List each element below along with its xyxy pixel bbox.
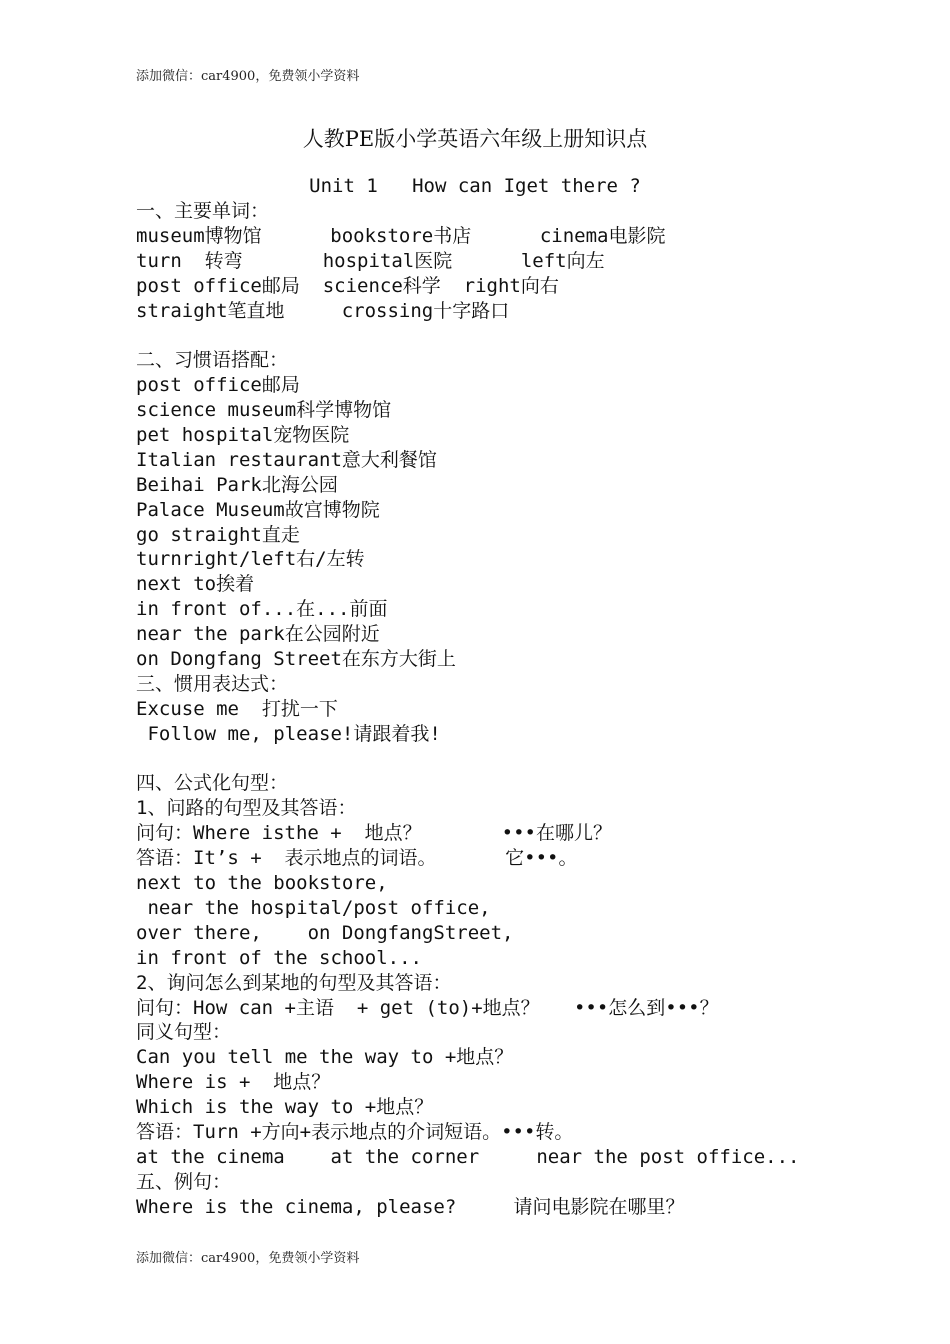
text-line: go straight直走	[136, 523, 300, 546]
text-line: Beihai Park北海公园	[136, 473, 338, 496]
text-line: 1、问路的句型及其答语：	[136, 797, 357, 820]
text-line: Follow me, please!请跟着我!	[136, 722, 441, 745]
text-line: next to the bookstore,	[136, 872, 388, 895]
text-line: next to挨着	[136, 573, 255, 596]
text-line: post office邮局	[136, 374, 300, 397]
page-header: 添加微信：car4900，免费领小学资料	[136, 69, 360, 84]
text-line	[136, 747, 916, 772]
text-line: 二、习惯语搭配：	[136, 349, 289, 372]
text-line: 2、询问怎么到某地的句型及其答语：	[136, 971, 452, 994]
text-line: Where is + 地点？	[136, 1071, 331, 1094]
text-line: turn 转弯 hospital医院 left向左	[136, 249, 605, 272]
text-line: science museum科学博物馆	[136, 399, 392, 422]
text-line: at the cinema at the corner near the post office...	[136, 1145, 800, 1168]
unit-heading: Unit 1 How can Iget there ?	[309, 175, 641, 197]
text-line: Palace Museum故宫博物院	[136, 498, 380, 521]
text-line: 四、公式化句型：	[136, 772, 289, 795]
text-line: pet hospital宠物医院	[136, 424, 350, 447]
text-line: 五、例句：	[136, 1170, 232, 1193]
text-line	[136, 323, 916, 348]
page-footer: 添加微信：car4900，免费领小学资料	[136, 1251, 360, 1266]
text-line: 三、惯用表达式：	[136, 672, 289, 695]
text-line: in front of the school...	[136, 946, 422, 969]
page-title: 人教PE版小学英语六年级上册知识点	[302, 127, 648, 151]
text-line: in front of...在...前面	[136, 598, 388, 621]
text-line: museum博物馆 bookstore书店 cinema电影院	[136, 224, 666, 247]
text-line: post office邮局 science科学 right向右	[136, 274, 559, 297]
text-line: Italian restaurant意大利餐馆	[136, 448, 437, 471]
text-line: Where is the cinema, please? 请问电影院在哪里？	[136, 1195, 685, 1218]
text-line: 答语：It’s + 表示地点的词语。 它•••。	[136, 847, 578, 870]
text-line: Can you tell me the way to +地点？	[136, 1046, 514, 1069]
text-line: 一、主要单词：	[136, 200, 270, 222]
text-line: 答语：Turn +方向+表示地点的介词短语。•••转。	[136, 1120, 574, 1143]
text-line: straight笔直地 crossing十字路口	[136, 299, 510, 322]
text-line: over there, on DongfangStreet,	[136, 921, 514, 944]
text-line: Excuse me 打扰一下	[136, 697, 338, 720]
text-line: turnright/left右/左转	[136, 548, 365, 571]
text-line: Which is the way to +地点？	[136, 1096, 434, 1119]
text-line: 问句：Where isthe + 地点？ •••在哪儿？	[136, 822, 612, 845]
text-line: near the hospital/post office,	[136, 896, 491, 919]
text-line: near the park在公园附近	[136, 623, 380, 646]
text-line: 同义句型：	[136, 1021, 232, 1044]
document-body	[136, 199, 916, 1220]
text-line: 问句：How can +主语 + get (to)+地点？ •••怎么到•••？	[136, 996, 719, 1019]
text-line: on Dongfang Street在东方大街上	[136, 648, 456, 671]
